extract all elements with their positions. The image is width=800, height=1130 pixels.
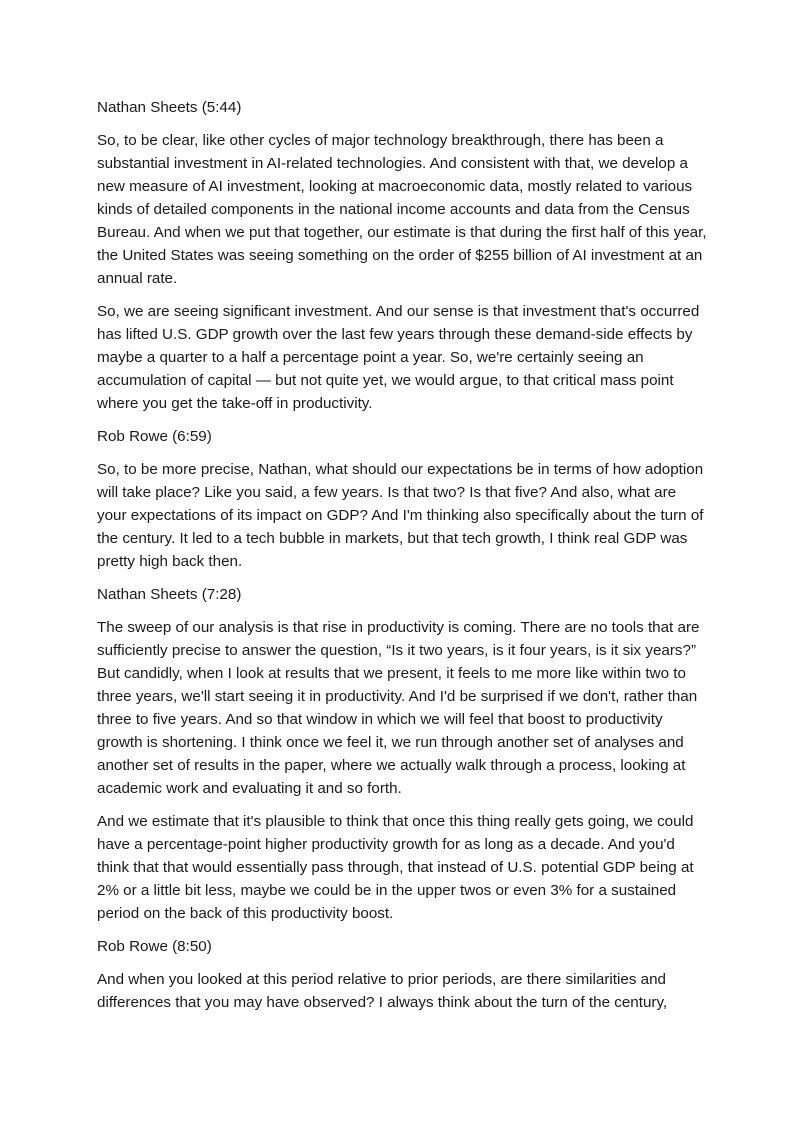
- transcript-paragraph: So, to be more precise, Nathan, what should our expectations be in terms of how adoption will take place? Like you said, a few years. Is that two? Is that five? And also, what are your expectations of its impact on GDP? And I'm thinking also specifically about the turn of the century. It led to a tech bubble in markets, but that tech growth, I think real GDP was pretty high back then.: [97, 461, 704, 570]
- transcript-page: [97, 96, 709, 1024]
- speaker-label: Rob Rowe (6:59): [97, 428, 212, 445]
- transcript-paragraph: So, to be clear, like other cycles of major technology breakthrough, there has been a substantial investment in AI-related technologies. And consistent with that, we develop a new measure of AI investment, looking at macroeconomic data, mostly related to various kinds of detailed components in the national income accounts and data from the Census Bureau. And when we put that together, our estimate is that during the first half of this year, the United States was seeing something on the order of $255 billion of AI investment at an annual rate.: [97, 132, 707, 287]
- transcript-paragraph: And when you looked at this period relative to prior periods, are there similarities and differences that you may have observed? I always think about the turn of the century,: [97, 971, 668, 1011]
- transcript-paragraph: The sweep of our analysis is that rise in productivity is coming. There are no tools that are sufficiently precise to answer the question, “Is it two years, is it four years, is it six years?” But candidly, when I look at results that we present, it feels to me more like within two to three years, we'll start seeing it in productivity. And I'd be surprised if we don't, rather than three to five years. And so that window in which we will feel that boost to productivity growth is shortening. I think once we feel it, we run through another set of analyses and another set of results in the paper, where we actually walk through a process, looking at academic work and evaluating it and so forth.: [97, 619, 700, 797]
- transcript-paragraph: And we estimate that it's plausible to think that once this thing really gets going, we could have a percentage-point higher productivity growth for as long as a decade. And you'd think that that would essentially pass through, that instead of U.S. potential GDP being at 2% or a little bit less, maybe we could be in the upper twos or even 3% for a sustained period on the back of this productivity boost.: [97, 813, 694, 922]
- speaker-label: Nathan Sheets (5:44): [97, 99, 242, 116]
- speaker-label: Rob Rowe (8:50): [97, 938, 212, 955]
- speaker-label: Nathan Sheets (7:28): [97, 586, 242, 603]
- transcript-paragraph: So, we are seeing significant investment. And our sense is that investment that's occurred has lifted U.S. GDP growth over the last few years through these demand-side effects by maybe a quarter to a half a percentage point a year. So, we're certainly seeing an accumulation of capital — but not quite yet, we would argue, to that critical mass point where you get the take-off in productivity.: [97, 303, 700, 412]
